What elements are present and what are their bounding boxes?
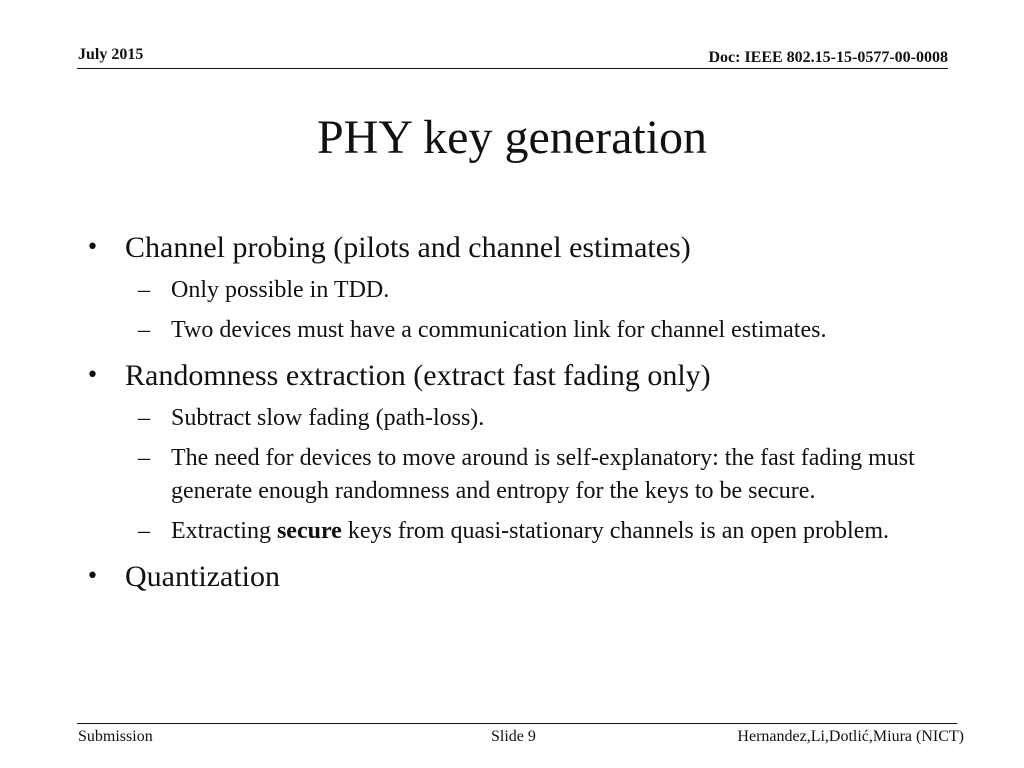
- sub-bullet: [78, 515, 958, 548]
- header-divider: [77, 68, 948, 69]
- slide-title: PHY key generation: [316, 111, 708, 164]
- footer-authors: Hernandez,Li,Dotlić,Miura (NICT): [737, 728, 964, 745]
- bullet-channel-probing: [78, 226, 958, 270]
- bullet-text: Channel probing (pilots and channel estimates): [125, 231, 691, 264]
- sub-bullet-text: Two devices must have a communication link for channel estimates.: [171, 317, 827, 343]
- bullet-icon: •: [86, 363, 99, 388]
- dash-icon: –: [138, 445, 150, 471]
- bullet-icon: •: [86, 235, 99, 260]
- sub-bullet-text-pre: Extracting: [171, 518, 277, 544]
- dash-icon: –: [138, 277, 150, 303]
- sub-bullet-text: Only possible in TDD.: [171, 277, 390, 303]
- header-date: July 2015: [78, 46, 144, 63]
- sub-bullet: [78, 274, 958, 307]
- bullet-icon: •: [86, 564, 99, 589]
- sub-bullet-emphasis: secure: [276, 518, 342, 544]
- dash-icon: –: [138, 405, 150, 431]
- footer-slide-number: Slide 9: [491, 728, 536, 745]
- dash-icon: –: [138, 317, 150, 343]
- bullet-randomness-extraction: [78, 354, 958, 398]
- sub-bullet-text: Subtract slow fading (path-loss).: [171, 405, 485, 431]
- sub-bullet-text: The need for devices to move around is self-explanatory: the fast fading must generate enough randomness and entropy for the keys to be secure.: [171, 445, 915, 504]
- sub-bullet: [78, 314, 958, 347]
- bullet-text: Quantization: [125, 560, 280, 593]
- sub-bullet-text-post: keys from quasi-stationary channels is an open problem.: [341, 518, 890, 544]
- header-doc-id: Doc: IEEE 802.15-15-0577-00-0008: [708, 49, 948, 66]
- dash-icon: –: [138, 518, 150, 544]
- slide-body: [78, 226, 958, 603]
- sub-bullet: [78, 442, 958, 508]
- footer-divider: [77, 723, 957, 724]
- bullet-text: Randomness extraction (extract fast fading only): [125, 359, 711, 392]
- bullet-quantization: [78, 555, 958, 599]
- footer-submission: Submission: [78, 728, 153, 745]
- sub-bullet: [78, 402, 958, 435]
